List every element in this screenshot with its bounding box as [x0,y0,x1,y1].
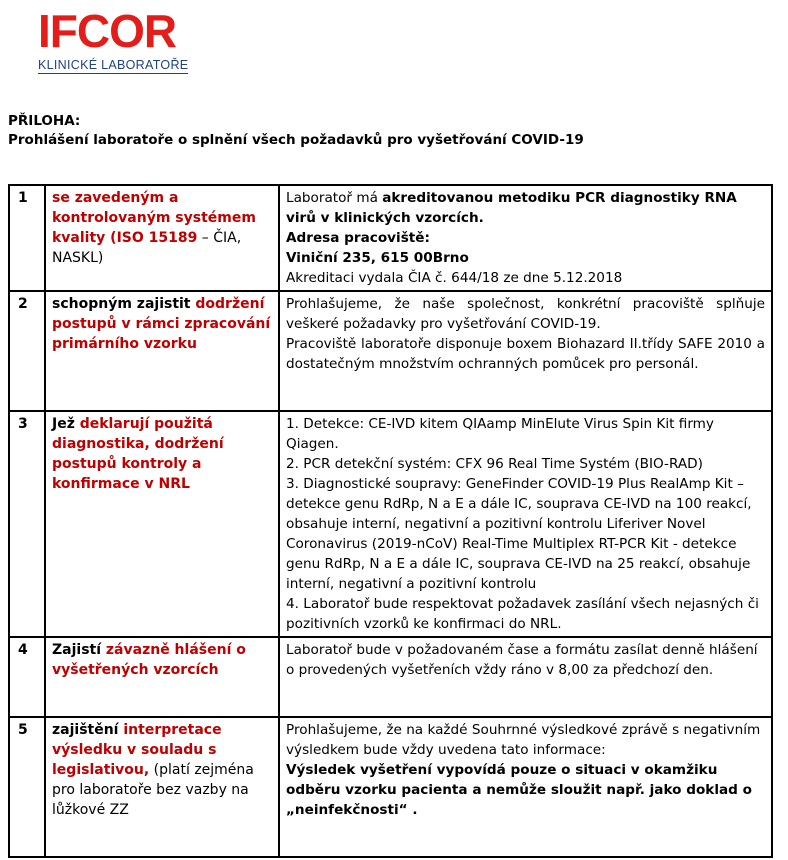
req-highlight: zavedeným a kontrolovaným systémem kvality (ISO 15189 [52,190,256,246]
desc-item: 3. Diagnostické soupravy: GeneFinder COVID-19 Plus RealAmp Kit – detekce genu RdRp, N a E a dále IC, souprava CE-IVD na 100 reakcí, obsahuje interní, negativní a pozitivní kontrolu Liferiver Novel Coronavirus (2019-nCoV) Real-Time Multiplex RT-PCR Kit - detekce genu RdRp, N a E a dále IC, souprava CE-IVD na 25 reakcí, obsahuje interní, negativní a pozitivní kontrolu [286,476,752,592]
description-cell [279,411,772,637]
table-row [9,411,772,637]
row-number: 5 [9,717,45,857]
description-cell [279,637,772,717]
req-text: schopným zajistit [52,296,196,312]
description-cell [279,291,772,411]
desc-item: 1. Detekce: CE-IVD kitem QIAamp MinElute Virus Spin Kit firmy Qiagen. [286,416,714,452]
desc-text: Laboratoř má [286,190,383,206]
description-cell [279,185,772,291]
requirement-cell [45,291,279,411]
req-text: Zajistí [52,642,106,658]
table-row [9,717,772,857]
row-number: 2 [9,291,45,411]
heading-line2: Prohlášení laboratoře o splnění všech požadavků pro vyšetřování COVID-19 [8,132,584,148]
desc-bold: akreditovanou metodiku PCR diagnostiky RNA virů v klinických vzorcích. [286,190,737,226]
logo-main-text: IFCOR [38,5,177,57]
heading-line1: PŘILOHA: [8,113,81,129]
address-value: Viniční 235, 615 00Brno [286,250,469,266]
desc-paragraph: Laboratoř bude v požadovaném čase a formátu zasílat denně hlášení o provedených vyšetřeních vždy ráno v 8,00 za předchozí den. [286,642,758,678]
desc-item: 4. Laboratoř bude respektovat požadavek zasílání všech nejasných či pozitivních vzorků ke konfirmaci do NRL. [286,596,759,632]
desc-paragraph: Prohlašujeme, že naše společnost, konkrétní pracoviště splňuje veškeré požadavky pro vyšetřování COVID-19. [286,296,765,332]
document-heading [8,112,584,150]
accreditation-note: Akreditaci vydala ČIA č. 644/18 ze dne 5.12.2018 [286,270,623,286]
disclaimer-text: Výsledek vyšetření vypovídá pouze o situaci v okamžiku odběru vzorku pacienta a nemůže sloužit např. jako doklad o „neinfekčnosti“ . [286,762,752,818]
req-text: se [52,190,75,206]
req-text-rest: – ČIA, NASKL) [52,230,242,266]
row-number: 4 [9,637,45,717]
requirement-cell [45,411,279,637]
ifcor-logo [38,5,189,74]
req-text-rest: (platí zejména pro laboratoře bez vazby na lůžkové ZZ [52,762,254,818]
table-row [9,185,772,291]
logo-sub-text: KLINICKÉ LABORATOŘE [38,58,189,72]
table-row [9,291,772,411]
req-highlight: interpretace výsledku v souladu s legislativou, [52,722,222,778]
row-number: 3 [9,411,45,637]
desc-item: 2. PCR detekční systém: CFX 96 Real Time Systém (BIO-RAD) [286,456,703,472]
req-text: Jež [52,416,80,432]
table-row [9,637,772,717]
requirement-cell [45,185,279,291]
req-highlight: dodržení postupů v rámci [52,296,265,332]
req-highlight: závazně hlášení o vyšetřených vzorcích [52,642,246,678]
req-highlight-2: zpracování primárního vzorku [52,316,271,352]
requirement-cell [45,637,279,717]
requirement-cell [45,717,279,857]
desc-paragraph: Prohlašujeme, že na každé Souhrnné výsledkové zprávě s negativním výsledkem bude vždy uvedena tato informace: [286,722,761,758]
address-label: Adresa pracoviště: [286,230,430,246]
row-number: 1 [9,185,45,291]
requirements-table [8,184,773,858]
req-text: zajištění [52,722,124,738]
desc-paragraph: Pracoviště laboratoře disponuje boxem Biohazard II.třídy SAFE 2010 a dostatečným množstvím ochranných pomůcek pro personál. [286,336,765,372]
req-highlight: deklarují použitá diagnostika, dodržení postupů kontroly a konfirmace v NRL [52,416,224,492]
description-cell [279,717,772,857]
